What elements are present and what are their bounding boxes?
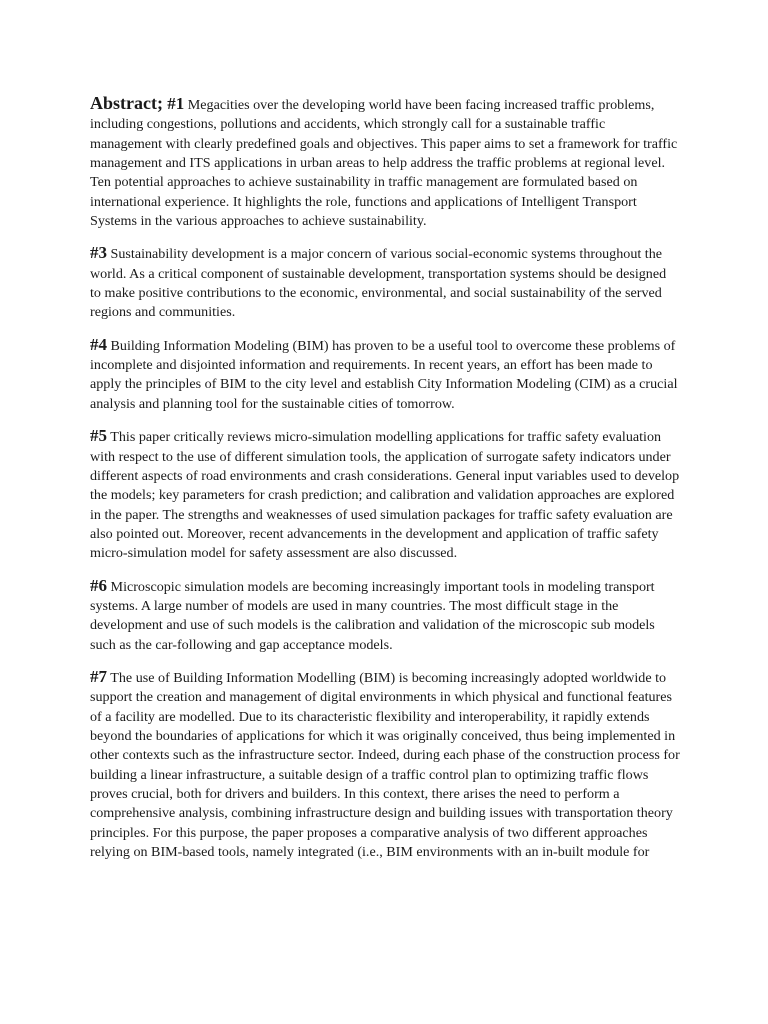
paragraph-1	[90, 94, 680, 231]
paragraph-4	[90, 335, 680, 414]
paragraph-label: #3	[90, 243, 107, 263]
paragraph-6	[90, 576, 680, 655]
paragraph-text: Microscopic simulation models are becoming increasingly important tools in modeling transport systems. A large number of models are used in many countries. The most difficult stage in the development and use of such models is the calibration and validation of the microscopic sub models such as the car-following and gap acceptance models.	[90, 578, 655, 653]
abstract-heading: Abstract;	[90, 93, 163, 113]
paragraph-text: This paper critically reviews micro-simulation modelling applications for traffic safety evaluation with respect to the use of different simulation tools, the application of surrogate safety indicators under different aspects of road environments and crash considerations. General input variables used to develop the models; key parameters for crash prediction; and calibration and validation approaches are explored in the paper. The strengths and weaknesses of used simulation packages for traffic safety evaluation are also pointed out. Moreover, recent advancements in the development and application of traffic safety micro-simulation model for safety assessment are also discussed.	[90, 429, 680, 562]
paragraph-text: Megacities over the developing world have been facing increased traffic problems, including congestions, pollutions and accidents, which strongly call for a sustainable traffic management with clearly predefined goals and objectives. This paper aims to set a framework for traffic management and ITS applications in urban areas to help address the traffic problems at regional level. Ten potential approaches to achieve sustainability in traffic management are formulated based on international experience. It highlights the role, functions and applications of Intelligent Transport Systems in the various approaches to achieve sustainability.	[90, 97, 678, 230]
paragraph-label: #7	[90, 666, 107, 686]
paragraph-7	[90, 667, 680, 862]
paragraph-label: #6	[90, 575, 107, 595]
paragraph-label: #4	[90, 334, 107, 354]
paragraph-5	[90, 426, 680, 563]
paragraph-text: The use of Building Information Modelling (BIM) is becoming increasingly adopted worldwide to support the creation and management of digital environments in which physical and functional features of a facility are modelled. Due to its characteristic flexibility and interoperability, it rapidly extends beyond the boundaries of applications for which it was originally conceived, thus being implemented in other contexts such as the infrastructure sector. Indeed, during each phase of the construction process for building a linear infrastructure, a suitable design of a traffic control plan to optimizing traffic flows proves crucial, both for drivers and builders. In this context, there arises the need to perform a comprehensive analysis, combining infrastructure design and building issues with transportation theory principles. For this purpose, the paper proposes a comparative analysis of two different approaches relying on BIM-based tools, namely integrated (i.e., BIM environments with an in-built module for	[90, 669, 680, 861]
paragraph-3	[90, 243, 680, 322]
paragraph-label: #1	[167, 94, 185, 113]
document-page	[90, 94, 680, 874]
paragraph-text: Building Information Modeling (BIM) has proven to be a useful tool to overcome these problems of incomplete and disjointed information and requirements. In recent years, an effort has been made to apply the principles of BIM to the city level and establish City Information Modeling (CIM) as a crucial analysis and planning tool for the sustainable cities of tomorrow.	[90, 337, 678, 412]
paragraph-label: #5	[90, 426, 107, 446]
paragraph-heading	[90, 94, 184, 113]
paragraph-text: Sustainability development is a major concern of various social-economic systems throughout the world. As a critical component of sustainable development, transportation systems should be designed to make positive contributions to the economic, environmental, and social sustainability of the served regions and communities.	[90, 246, 667, 321]
